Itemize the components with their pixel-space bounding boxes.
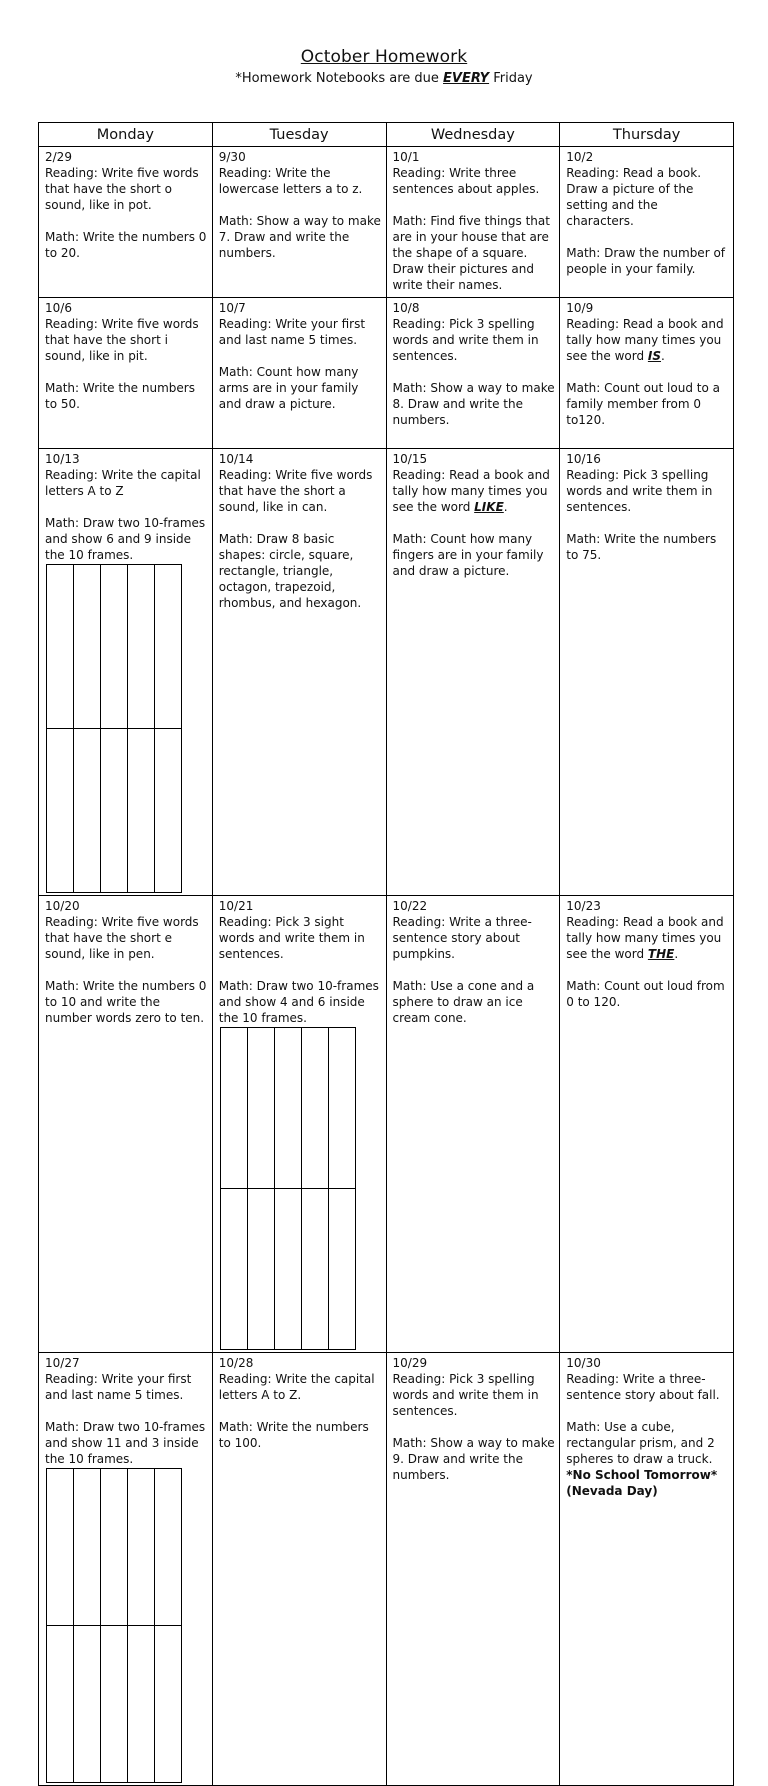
day-cell xyxy=(39,1353,213,1786)
day-cell xyxy=(39,449,213,896)
math-task: Math: Use a cube, rectangular prism, and 2 spheres to draw a truck. xyxy=(566,1420,715,1466)
day-cell xyxy=(386,896,560,1353)
sight-word: IS xyxy=(647,349,662,363)
cell-date: 10/1 xyxy=(392,150,420,164)
math-task: Math: Write the numbers 0 to 20. xyxy=(45,230,207,260)
cell-date: 2/29 xyxy=(45,150,72,164)
day-cell xyxy=(560,147,734,298)
reading-task: Reading: Write five words that have the short o sound, like in pot. xyxy=(45,166,199,212)
page-header xyxy=(0,47,768,87)
reading-task: Reading: Write five words that have the short i sound, like in pit. xyxy=(45,317,199,363)
sight-word: LIKE xyxy=(474,500,504,514)
cell-date: 10/7 xyxy=(218,301,246,315)
cell-date: 10/27 xyxy=(45,1356,80,1370)
reading-task: Reading: Write your first and last name 5 times. xyxy=(45,1372,192,1402)
reading-task: Reading: Pick 3 spelling words and write them in sentences. xyxy=(392,317,539,363)
day-cell xyxy=(560,896,734,1353)
reading-text: Reading: Read a book and tally how many times you see the word xyxy=(566,915,724,961)
math-task: Math: Show a way to make 7. Draw and write the numbers. xyxy=(218,214,381,260)
math-task: Math: Draw two 10-frames and show 4 and 6 inside the 10 frames. xyxy=(218,979,379,1025)
reading-task: Reading: Write a three-sentence story about pumpkins. xyxy=(392,915,532,961)
week-row xyxy=(39,1353,734,1786)
cell-date: 10/2 xyxy=(566,150,594,164)
ten-frame xyxy=(220,1027,356,1350)
reading-task: Reading: Read a book. Draw a picture of the setting and the characters. xyxy=(566,166,702,228)
math-task: Math: Count how many arms are in your family and draw a picture. xyxy=(218,365,359,411)
reading-task xyxy=(566,316,729,364)
math-task: Math: Count out loud from 0 to 120. xyxy=(566,979,725,1009)
reading-task xyxy=(393,467,556,515)
math-task: Math: Show a way to make 9. Draw and write the numbers. xyxy=(392,1436,555,1482)
cell-date: 9/30 xyxy=(218,150,246,164)
reading-task: Reading: Write the lowercase letters a to z. xyxy=(218,166,363,196)
header-tuesday: Tuesday xyxy=(212,123,386,147)
math-task: Math: Write the numbers 0 to 10 and write the number words zero to ten. xyxy=(45,979,207,1025)
homework-calendar xyxy=(38,122,734,1786)
reading-text: Reading: Read a book and tally how many times you see the word xyxy=(566,317,724,363)
day-header-row xyxy=(39,123,734,147)
day-cell xyxy=(386,449,560,896)
week-row xyxy=(39,449,734,896)
cell-date: 10/22 xyxy=(392,899,428,913)
day-cell xyxy=(560,449,734,896)
page-subtitle xyxy=(0,70,768,87)
cell-date: 10/13 xyxy=(45,452,80,466)
reading-text-end: . xyxy=(674,947,679,961)
math-task: Math: Draw 8 basic shapes: circle, square, rectangle, triangle, octagon, trapezoid, rhombus, and hexagon. xyxy=(218,532,362,610)
ten-frame xyxy=(46,1468,182,1783)
math-task: Math: Count how many fingers are in your family and draw a picture. xyxy=(392,532,544,578)
math-task: Math: Count out loud to a family member from 0 to120. xyxy=(566,381,720,427)
header-thursday: Thursday xyxy=(560,123,734,147)
day-cell xyxy=(212,1353,386,1786)
no-school-note: *No School Tomorrow* (Nevada Day) xyxy=(566,1468,718,1498)
week-row xyxy=(39,147,734,298)
reading-task: Reading: Write your first and last name 5 times. xyxy=(218,317,366,347)
reading-task: Reading: Pick 3 spelling words and write them in sentences. xyxy=(392,1372,539,1418)
math-task: Math: Draw two 10-frames and show 6 and 9 inside the 10 frames. xyxy=(45,516,206,562)
cell-date: 10/8 xyxy=(392,301,420,315)
cell-date: 10/15 xyxy=(392,452,428,466)
reading-task: Reading: Write the capital letters A to Z xyxy=(45,468,201,498)
cell-date: 10/6 xyxy=(45,301,72,315)
math-task: Math: Draw the number of people in your family. xyxy=(566,246,726,276)
header-wednesday: Wednesday xyxy=(386,123,560,147)
subtitle-emphasis: EVERY xyxy=(443,71,490,86)
reading-task: Reading: Pick 3 sight words and write them in sentences. xyxy=(218,915,365,961)
reading-task xyxy=(566,914,729,962)
week-row xyxy=(39,896,734,1353)
math-task: Math: Write the numbers to 75. xyxy=(566,532,717,562)
cell-date: 10/20 xyxy=(45,899,80,913)
cell-date: 10/29 xyxy=(392,1356,428,1370)
reading-task: Reading: Pick 3 spelling words and write them in sentences. xyxy=(566,468,713,514)
reading-task: Reading: Write three sentences about apples. xyxy=(392,166,540,196)
cell-date: 10/30 xyxy=(566,1356,601,1370)
cell-date: 10/28 xyxy=(218,1356,254,1370)
cell-date: 10/16 xyxy=(566,452,601,466)
day-cell xyxy=(39,298,213,449)
subtitle-text: *Homework Notebooks are due xyxy=(235,71,444,86)
day-cell xyxy=(212,449,386,896)
sight-word: THE xyxy=(647,947,675,961)
reading-task: Reading: Write a three-sentence story about fall. xyxy=(566,1372,720,1402)
day-cell xyxy=(212,298,386,449)
math-task: Math: Draw two 10-frames and show 11 and 3 inside the 10 frames. xyxy=(45,1420,206,1466)
cell-date: 10/21 xyxy=(218,899,254,913)
reading-text-end: . xyxy=(661,349,665,363)
day-cell xyxy=(386,1353,560,1786)
day-cell xyxy=(212,147,386,298)
ten-frame xyxy=(46,564,182,893)
week-row xyxy=(39,298,734,449)
cell-date: 10/9 xyxy=(566,301,594,315)
cell-date: 10/23 xyxy=(566,899,601,913)
header-monday: Monday xyxy=(39,123,213,147)
reading-text: Reading: Read a book and tally how many times you see the word xyxy=(392,468,550,514)
day-cell xyxy=(560,298,734,449)
day-cell xyxy=(39,896,213,1353)
math-task: Math: Use a cone and a sphere to draw an ice cream cone. xyxy=(392,979,535,1025)
day-cell xyxy=(560,1353,734,1786)
reading-task: Reading: Write five words that have the short a sound, like in can. xyxy=(218,468,373,514)
day-cell xyxy=(386,298,560,449)
reading-task: Reading: Write five words that have the short e sound, like in pen. xyxy=(45,915,199,961)
subtitle-text-end: Friday xyxy=(489,71,533,86)
math-task: Math: Find five things that are in your house that are the shape of a square. Draw their pictures and write their names. xyxy=(392,214,550,292)
day-cell xyxy=(212,896,386,1353)
math-task: Math: Write the numbers to 50. xyxy=(45,381,195,411)
day-cell xyxy=(386,147,560,298)
math-task: Math: Show a way to make 8. Draw and write the numbers. xyxy=(392,381,555,427)
math-task: Math: Write the numbers to 100. xyxy=(218,1420,369,1450)
reading-text-end: . xyxy=(503,500,508,514)
page-title: October Homework xyxy=(300,47,468,67)
reading-task: Reading: Write the capital letters A to Z. xyxy=(218,1372,375,1402)
day-cell xyxy=(39,147,213,298)
cell-date: 10/14 xyxy=(218,452,254,466)
